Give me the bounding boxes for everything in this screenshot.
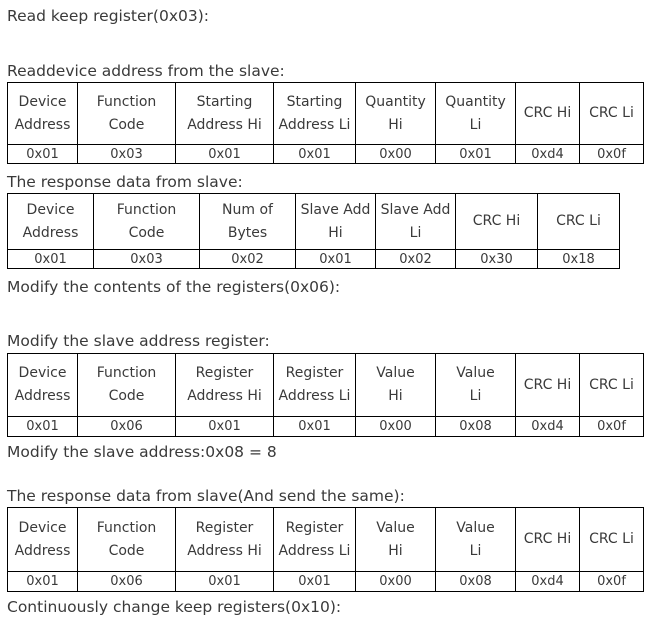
read-register-heading: Read keep register(0x03):	[7, 7, 209, 25]
header-cell: CRC Li	[538, 194, 620, 250]
read-request-table	[7, 82, 644, 164]
value-cell: 0x01	[8, 145, 78, 164]
header-cell: Function Code	[78, 83, 176, 145]
response-heading: The response data from slave:	[7, 173, 243, 191]
value-cell: 0x02	[200, 250, 296, 269]
header-row	[8, 194, 620, 250]
header-cell: CRC Hi	[456, 194, 538, 250]
header-cell: CRC Li	[580, 83, 644, 145]
value-row	[8, 572, 644, 592]
header-cell: CRC Hi	[516, 354, 580, 417]
header-cell: Value Hi	[356, 354, 436, 417]
value-cell: 0x00	[356, 417, 436, 437]
value-cell: 0x0f	[580, 417, 644, 437]
new-address-note: Modify the slave address:0x08 = 8	[7, 443, 277, 461]
header-cell: Register Address Hi	[176, 354, 274, 417]
header-cell: CRC Hi	[516, 508, 580, 572]
value-cell: 0x01	[296, 250, 376, 269]
header-row	[8, 83, 644, 145]
header-cell: CRC Li	[580, 354, 644, 417]
value-cell: 0x01	[8, 417, 78, 437]
header-cell: Num of Bytes	[200, 194, 296, 250]
header-cell: Quantity Li	[436, 83, 516, 145]
value-cell: 0x00	[356, 572, 436, 592]
header-cell: Value Hi	[356, 508, 436, 572]
value-row	[8, 250, 620, 269]
value-cell: 0x08	[436, 572, 516, 592]
continuous-write-heading: Continuously change keep registers(0x10):	[7, 598, 342, 616]
value-cell: 0x02	[376, 250, 456, 269]
value-cell: 0xd4	[516, 572, 580, 592]
header-cell: Function Code	[78, 354, 176, 417]
value-row	[8, 145, 644, 164]
value-cell: 0x06	[78, 417, 176, 437]
value-cell: 0x01	[274, 417, 356, 437]
header-cell: Starting Address Li	[274, 83, 356, 145]
modify-registers-heading: Modify the contents of the registers(0x06):	[7, 278, 341, 296]
header-cell: Device Address	[8, 194, 94, 250]
value-cell: 0xd4	[516, 417, 580, 437]
value-cell: 0xd4	[516, 145, 580, 164]
header-cell: Function Code	[94, 194, 200, 250]
write-response-heading: The response data from slave(And send the same):	[7, 487, 405, 505]
header-cell: Slave Add Li	[376, 194, 456, 250]
value-cell: 0x01	[176, 572, 274, 592]
header-cell: Quantity Hi	[356, 83, 436, 145]
header-cell: Value Li	[436, 508, 516, 572]
read-response-table	[7, 193, 620, 269]
value-row	[8, 417, 644, 437]
value-cell: 0x01	[176, 417, 274, 437]
read-address-subheading: Readdevice address from the slave:	[7, 62, 285, 80]
value-cell: 0x01	[436, 145, 516, 164]
header-cell: Device Address	[8, 354, 78, 417]
value-cell: 0x0f	[580, 572, 644, 592]
value-cell: 0x08	[436, 417, 516, 437]
header-cell: Register Address Hi	[176, 508, 274, 572]
value-cell: 0x01	[8, 572, 78, 592]
modify-address-subheading: Modify the slave address register:	[7, 332, 270, 350]
header-cell: Device Address	[8, 508, 78, 572]
value-cell: 0x01	[274, 572, 356, 592]
value-cell: 0x0f	[580, 145, 644, 164]
header-row	[8, 508, 644, 572]
value-cell: 0x06	[78, 572, 176, 592]
header-cell: Register Address Li	[274, 354, 356, 417]
value-cell: 0x01	[176, 145, 274, 164]
header-row	[8, 354, 644, 417]
header-cell: Register Address Li	[274, 508, 356, 572]
value-cell: 0x01	[8, 250, 94, 269]
header-cell: Starting Address Hi	[176, 83, 274, 145]
value-cell: 0x03	[78, 145, 176, 164]
header-cell: Device Address	[8, 83, 78, 145]
write-response-table	[7, 507, 644, 592]
value-cell: 0x30	[456, 250, 538, 269]
header-cell: Function Code	[78, 508, 176, 572]
value-cell: 0x03	[94, 250, 200, 269]
write-request-table	[7, 353, 644, 437]
header-cell: Slave Add Hi	[296, 194, 376, 250]
header-cell: Value Li	[436, 354, 516, 417]
value-cell: 0x01	[274, 145, 356, 164]
header-cell: CRC Li	[580, 508, 644, 572]
value-cell: 0x00	[356, 145, 436, 164]
value-cell: 0x18	[538, 250, 620, 269]
header-cell: CRC Hi	[516, 83, 580, 145]
